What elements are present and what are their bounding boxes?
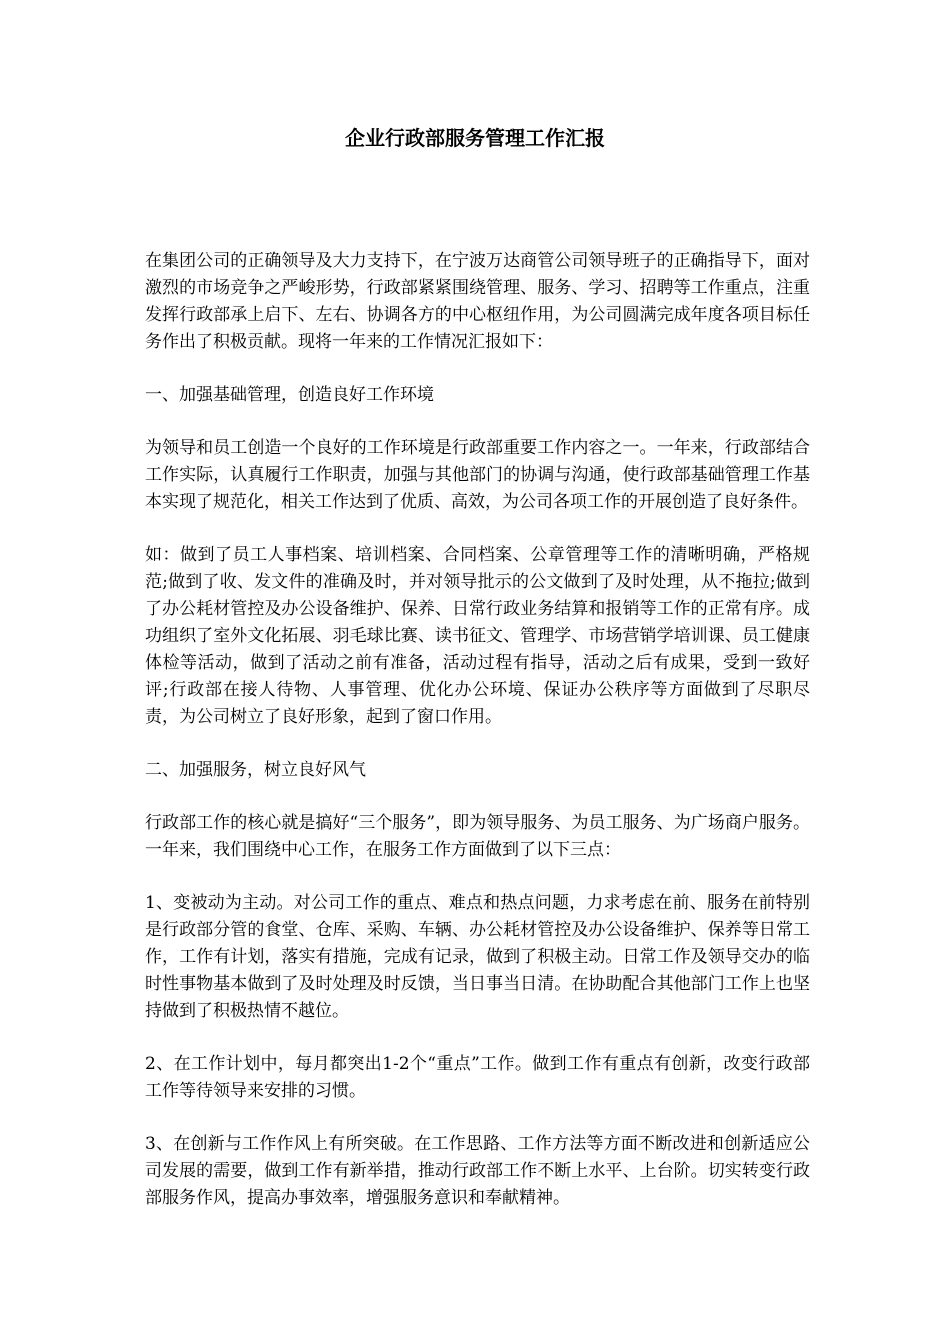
section-1-paragraph-1: 为领导和员工创造一个良好的工作环境是行政部重要工作内容之一。一年来，行政部结合工作实际，认真履行工作职责，加强与其他部门的协调与沟通，使行政部基础管理工作基本实现了规范化，相关工作达到了优质、高效，为公司各项工作的开展创造了良好条件。 <box>145 438 810 512</box>
section-2-paragraph-1: 行政部工作的核心就是搞好“三个服务”，即为领导服务、为员工服务、为广场商户服务。一年来，我们围绕中心工作，在服务工作方面做到了以下三点： <box>145 813 810 860</box>
section-heading-1: 一、加强基础管理，创造良好工作环境 <box>145 385 434 405</box>
intro-paragraph: 在集团公司的正确领导及大力支持下，在宁波万达商管公司领导班子的正确指导下，面对激烈的市场竞争之严峻形势，行政部紧紧围绕管理、服务、学习、招聘等工作重点，注重发挥行政部承上启下、左右、协调各方的中心枢纽作用，为公司圆满完成年度各项目标任务作出了积极贡献。现将一年来的工作情况汇报如下： <box>145 251 810 352</box>
section-1-paragraph-2: 如：做到了员工人事档案、培训档案、合同档案、公章管理等工作的清晰明确，严格规范;做到了收、发文件的准确及时，并对领导批示的公文做到了及时处理，从不拖拉;做到了办公耗材管控及办公设备维护、保养、日常行政业务结算和报销等工作的正常有序。成功组织了室外文化拓展、羽毛球比赛、读书征文、管理学、市场营销学培训课、员工健康体检等活动，做到了活动之前有准备，活动过程有指导，活动之后有成果，受到一致好评;行政部在接人待物、人事管理、优化办公环境、保证办公秩序等方面做到了尽职尽责，为公司树立了良好形象，起到了窗口作用。 <box>145 545 810 727</box>
section-2-item-2: 2、在工作计划中，每月都突出1-2个“重点”工作。做到工作有重点有创新，改变行政部工作等待领导来安排的习惯。 <box>145 1054 810 1101</box>
section-heading-2: 二、加强服务，树立良好风气 <box>145 760 366 780</box>
section-2-item-1: 1、变被动为主动。对公司工作的重点、难点和热点问题，力求考虑在前、服务在前特别是行政部分管的食堂、仓库、采购、车辆、办公耗材管控及办公设备维护、保养等日常工作，工作有计划，落实有措施，完成有记录，做到了积极主动。日常工作及领导交办的临时性事物基本做到了及时处理及时反馈，当日事当日清。在协助配合其他部门工作上也坚持做到了积极热情不越位。 <box>145 893 810 1021</box>
section-2-item-3: 3、在创新与工作作风上有所突破。在工作思路、工作方法等方面不断改进和创新适应公司发展的需要，做到工作有新举措，推动行政部工作不断上水平、上台阶。切实转变行政部服务作风，提高办事效率，增强服务意识和奉献精神。 <box>145 1134 810 1208</box>
document-title: 企业行政部服务管理工作汇报 <box>345 126 605 150</box>
document-body <box>145 248 810 1238</box>
